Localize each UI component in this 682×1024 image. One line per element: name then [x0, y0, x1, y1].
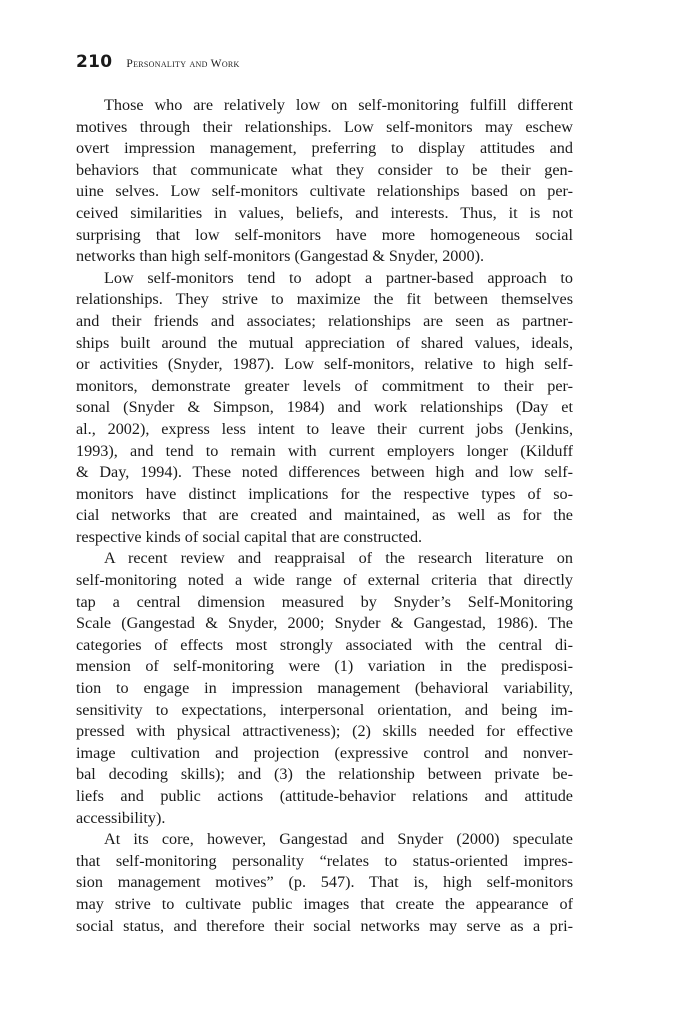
text-line: image cultivation and projection (expressive control and nonver- — [76, 743, 573, 762]
text-line: sion management motives” (p. 547). That is, high self-monitors — [76, 873, 573, 892]
text-line: or activities (Snyder, 1987). Low self-monitors, relative to high self- — [76, 355, 573, 374]
text-line: motives through their relationships. Low self-monitors may eschew — [76, 117, 573, 136]
paragraph — [76, 548, 573, 829]
text-line: At its core, however, Gangestad and Snyder (2000) speculate — [104, 830, 573, 849]
text-line: behaviors that communicate what they consider to be their gen- — [76, 160, 573, 179]
text-line: tap a central dimension measured by Snyder’s Self-Monitoring — [76, 592, 573, 611]
text-line: A recent review and reappraisal of the research literature on — [104, 549, 573, 568]
text-line: self-monitoring noted a wide range of external criteria that directly — [76, 571, 573, 590]
text-line: relationships. They strive to maximize the fit between themselves — [76, 290, 573, 309]
text-line: uine selves. Low self-monitors cultivate relationships based on per- — [76, 182, 573, 201]
running-title: Personality and Work — [126, 58, 240, 70]
body-text — [76, 95, 573, 937]
text-line: surprising that low self-monitors have more homogeneous social — [76, 225, 573, 244]
paragraph — [76, 268, 573, 549]
text-line: bal decoding skills); and (3) the relationship between private be- — [76, 765, 573, 784]
text-line: 1993), and tend to remain with current employers longer (Kilduff — [76, 441, 573, 460]
text-line: overt impression management, preferring to display attitudes and — [76, 139, 573, 158]
text-line: and their friends and associates; relationships are seen as partner- — [76, 311, 573, 330]
text-line: & Day, 1994). These noted differences between high and low self- — [76, 463, 573, 482]
text-line: networks than high self-monitors (Gangestad & Snyder, 2000). — [76, 247, 485, 266]
text-line: monitors have distinct implications for the respective types of so- — [76, 484, 573, 503]
running-head — [76, 52, 240, 72]
text-line: liefs and public actions (attitude-behavior relations and attitude — [76, 787, 573, 805]
text-line: that self-monitoring personality “relates to status-oriented impres- — [76, 851, 573, 870]
text-line: monitors, demonstrate greater levels of commitment to their per- — [76, 376, 573, 395]
text-line: Those who are relatively low on self-monitoring fulfill different — [104, 96, 573, 114]
text-line: ceived similarities in values, beliefs, and interests. Thus, it is not — [76, 203, 573, 222]
paragraph — [76, 95, 573, 268]
text-line: mension of self-monitoring were (1) variation in the predisposi- — [76, 657, 573, 676]
text-line: cial networks that are created and maintained, as well as for the — [76, 506, 573, 525]
text-line: categories of effects most strongly associated with the central di- — [76, 635, 573, 654]
text-line: tion to engage in impression management (behavioral variability, — [76, 679, 573, 698]
text-line: pressed with physical attractiveness); (2) skills needed for effective — [76, 722, 573, 741]
text-line: social status, and therefore their social networks may serve as a pri- — [76, 916, 573, 935]
text-line: sonal (Snyder & Simpson, 1984) and work relationships (Day et — [76, 398, 573, 417]
text-line: ships built around the mutual appreciation of shared values, ideals, — [76, 333, 573, 352]
text-line: sensitivity to expectations, interpersonal orientation, and being im- — [76, 700, 573, 719]
page-number: 210 — [76, 52, 113, 72]
text-line: respective kinds of social capital that are constructed. — [76, 527, 423, 546]
text-line: may strive to cultivate public images that create the appearance of — [76, 894, 573, 913]
text-line: al., 2002), express less intent to leave their current jobs (Jenkins, — [76, 419, 573, 438]
text-line: Low self-monitors tend to adopt a partner-based approach to — [104, 268, 573, 287]
text-line: Scale (Gangestad & Snyder, 2000; Snyder & Gangestad, 1986). The — [76, 614, 573, 633]
paragraph — [76, 829, 573, 937]
text-line: accessibility). — [76, 808, 166, 827]
